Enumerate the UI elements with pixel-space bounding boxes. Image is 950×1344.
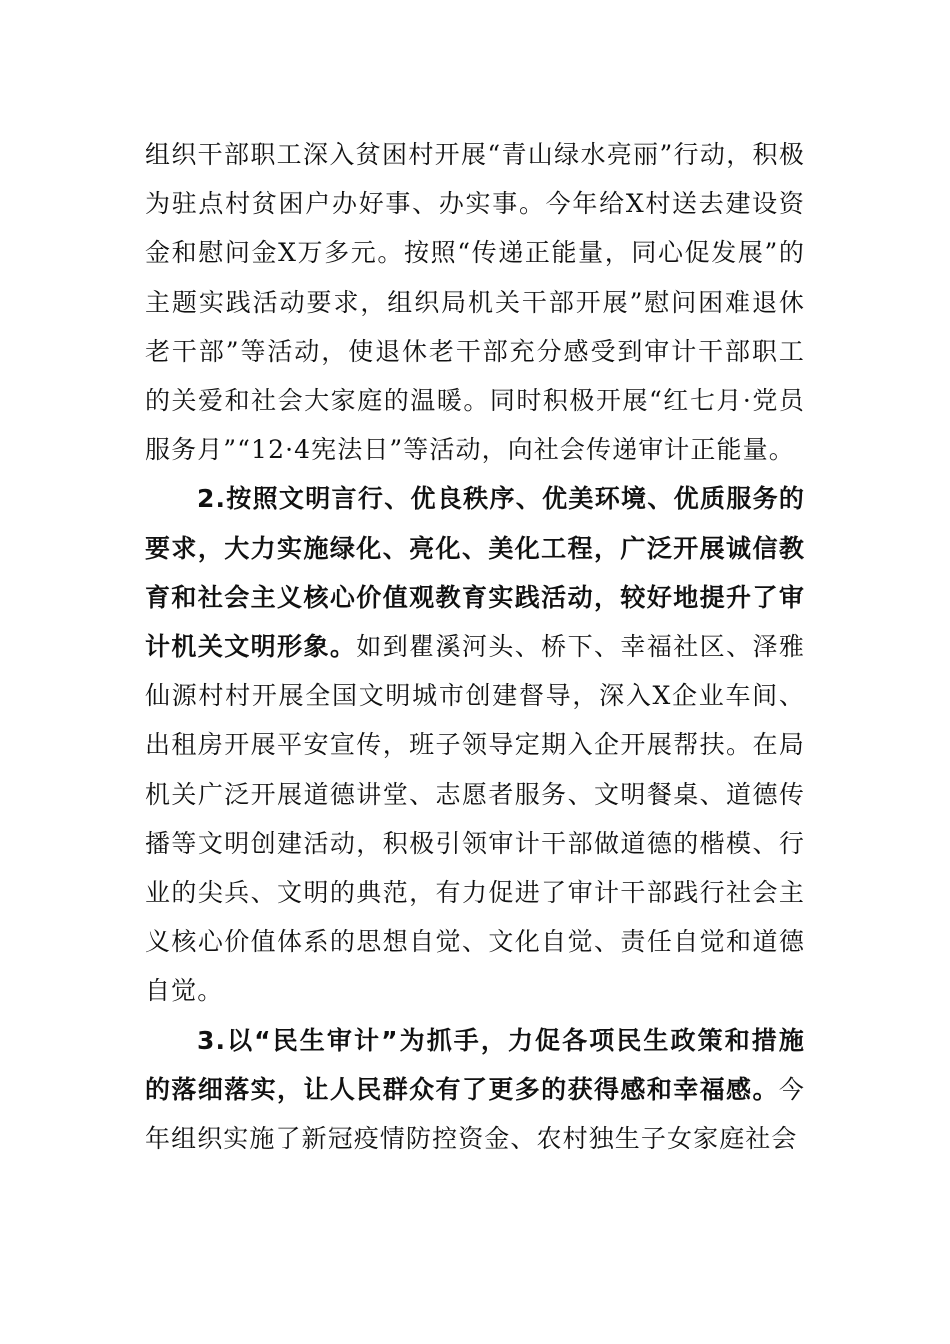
- paragraph-3-text: 今年组织实施了新冠疫情防控资金、农村独生子女家庭社会: [145, 1074, 805, 1154]
- paragraph-2: [145, 474, 805, 1015]
- paragraph-2-text: 如到瞿溪河头、桥下、幸福社区、泽雅仙源村村开展全国文明城市创建督导，深入X企业车间、出租房开展平安宣传，班子领导定期入企开展帮扶。在局机关广泛开展道德讲堂、志愿者服务、文明餐桌、道德传播等文明创建活动，积极引领审计干部做道德的楷模、行业的尖兵、文明的典范，有力促进了审计干部践行社会主义核心价值体系的思想自觉、文化自觉、责任自觉和道德自觉。: [145, 632, 805, 1006]
- paragraph-2-heading: 2.按照文明言行、优良秩序、优美环境、优质服务的要求，大力实施绿化、亮化、美化工程，广泛开展诚信教育和社会主义核心价值观教育实践活动，较好地提升了审计机关文明形象。: [145, 484, 805, 662]
- paragraph-3-heading: 3.以“民生审计”为抓手，力促各项民生政策和措施的落细落实，让人民群众有了更多的获得感和幸福感。: [145, 1025, 805, 1104]
- paragraph-1-text: 组织干部职工深入贫困村开展“青山绿水亮丽”行动，积极为驻点村贫困户办好事、办实事。今年给X村送去建设资金和慰问金X万多元。按照“传递正能量，同心促发展”的主题实践活动要求，组织局机关干部开展”慰问困难退休老干部”等活动，使退休老干部充分感受到审计干部职工的关爱和社会大家庭的温暖。同时积极开展“红七月·党员服务月”“12·4宪法日”等活动，向社会传递审计正能量。: [145, 140, 805, 465]
- document-body: [145, 130, 805, 1163]
- paragraph-1: [145, 130, 805, 474]
- paragraph-3: [145, 1016, 805, 1164]
